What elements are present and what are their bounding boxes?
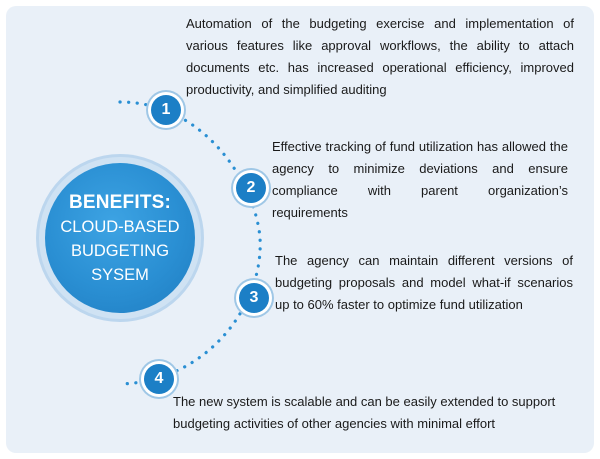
- benefits-panel: [6, 6, 594, 453]
- center-line-1: CLOUD-BASED: [60, 217, 180, 236]
- benefit-number-badge-1: 1: [151, 95, 181, 125]
- center-line-3: SYSEM: [91, 265, 149, 284]
- center-line-2: BUDGETING: [70, 241, 170, 260]
- benefit-text-2: Effective tracking of fund utilization has allowed the agency to minimize deviations and ensure compliance with parent organization’s requirements: [272, 139, 568, 220]
- benefits-center-circle: [45, 163, 195, 313]
- benefit-text-1: Automation of the budgeting exercise and implementation of various features like approval workflows, the ability to attach documents etc. has increased operational efficiency, improved productivity, and simplified auditing: [186, 16, 574, 97]
- center-title: BENEFITS:: [68, 191, 172, 213]
- benefit-number-badge-2: 2: [236, 173, 266, 203]
- benefit-text-4: The new system is scalable and can be easily extended to support budgeting activities of other agencies with minimal effort: [173, 394, 556, 431]
- benefit-number-badge-4: 4: [144, 364, 174, 394]
- benefit-text-3: The agency can maintain different versions of budgeting proposals and model what-if scenarios up to 60% faster to optimize fund utilization: [275, 253, 573, 312]
- benefit-number-badge-3: 3: [239, 283, 269, 313]
